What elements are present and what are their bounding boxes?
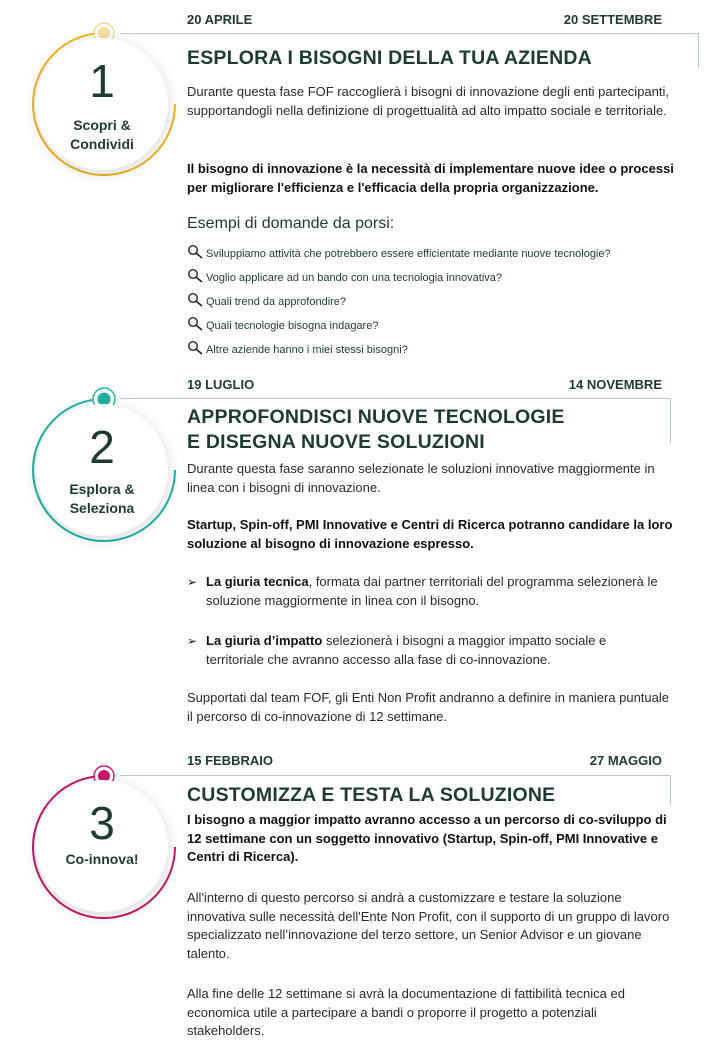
jury-item [187, 573, 667, 610]
example-item [187, 340, 408, 356]
section-closing: Supportati dal team FOF, gli Enti Non Profit andranno a definire in maniera puntuale il percorso di co-innovazione di 12 settimane. [187, 690, 669, 724]
timeline-line [120, 398, 670, 399]
timeline-line-end [670, 775, 671, 805]
timeline-line [120, 33, 698, 34]
example-text: Voglio applicare ad un bando con una tecnologia innovativa? [206, 272, 503, 284]
section-title-line2: E DISEGNA NUOVE SOLUZIONI [187, 431, 485, 453]
example-text: Quali tecnologie bisogna indagare? [206, 320, 379, 332]
arrowhead-icon: ➢ [187, 634, 198, 648]
date-start: 20 APRILE [187, 12, 253, 27]
date-end: 27 MAGGIO [589, 753, 662, 768]
step-label-line1: Esplora & [69, 481, 135, 497]
step-number: 3 [89, 797, 115, 849]
timeline-line-end [670, 398, 671, 443]
step-label: Co-innova! [65, 851, 139, 867]
step-2-circle [36, 404, 168, 536]
step-number: 1 [89, 55, 115, 107]
timeline-line-end [698, 33, 699, 68]
innovation-definition: Il bisogno di innovazione è la necessità di implementare nuove idee o processi per migliorare l'efficienza e l'efficacia della propria organizzazione. [187, 161, 674, 195]
magnifier-icon [187, 340, 205, 356]
example-item [187, 316, 378, 332]
date-start: 15 FEBBRAIO [187, 753, 273, 768]
section-intro: Durante questa fase saranno selezionate le soluzioni innovative maggiormente in linea con i bisogni di innovazione. [187, 461, 655, 495]
jury-name: La giuria tecnica [206, 574, 309, 589]
candidates-text: Startup, Spin-off, PMI Innovative e Centri di Ricerca potranno candidare la loro soluzione al bisogno di innovazione espresso. [187, 517, 673, 551]
magnifier-icon [187, 316, 205, 332]
section-title: CUSTOMIZZA E TESTA LA SOLUZIONE [187, 784, 556, 806]
section-paragraph-3: Alla fine delle 12 settimane si avrà la documentazione di fattibilità tecnica ed economica utile a partecipare a bandi o proporre il progetto a potenziali stakeholders. [187, 986, 625, 1038]
step-label-line1: Scopri & [73, 117, 131, 133]
section-intro: Durante questa fase FOF raccoglierà i bisogni di innovazione degli enti partecipanti, supportandogli nella definizione di progettualità ad alto impatto sociale e territoriale. [187, 84, 669, 118]
section-title-line1: APPROFONDISCI NUOVE TECNOLOGIE [187, 406, 565, 428]
example-item [187, 268, 502, 284]
section-intro: I bisogno a maggior impatto avranno accesso a un percorso di co-sviluppo di 12 settimane con un soggetto innovativo (Startup, Spin-off, PMI Innovative e Centri di Ricerca). [187, 812, 667, 864]
examples-title: Esempi di domande da porsi: [187, 215, 395, 232]
jury-item [187, 632, 667, 669]
magnifier-icon [187, 292, 205, 308]
timeline-line [120, 775, 670, 776]
jury-description: , formata dai partner territoriali del programma selezionerà le soluzione maggiormente in linea con il bisogno. [206, 574, 658, 608]
step-1-circle [36, 38, 168, 170]
example-item [187, 244, 611, 260]
jury-description: selezionerà i bisogni a maggior impatto sociale e territoriale che avranno accesso alla fase di co-innovazione. [206, 633, 607, 667]
magnifier-icon [187, 268, 205, 284]
section-paragraph-2: All'interno di questo percorso si andrà a customizzare e testare la soluzione innovativa sulle necessità dell'Ente Non Profit, con il supporto di un gruppo di lavoro specializzato nell’innovazione del terzo settore, un Senior Advisor e un giovane talento. [187, 890, 670, 961]
step-label-line2: Seleziona [69, 500, 135, 516]
arrowhead-icon: ➢ [187, 575, 198, 589]
example-item [187, 292, 346, 308]
example-text: Quali trend da approfondire? [206, 296, 347, 308]
date-end: 20 SETTEMBRE [563, 12, 662, 27]
date-end: 14 NOVEMBRE [568, 377, 662, 392]
magnifier-icon [187, 244, 205, 260]
example-text: Sviluppiamo attività che potrebbero essere efficientate mediante nuove tecnologie? [206, 248, 611, 260]
step-number: 2 [89, 421, 115, 473]
step-3-circle [36, 780, 168, 912]
example-text: Altre aziende hanno i miei stessi bisogni? [206, 344, 408, 356]
jury-name: La giuria d’impatto [206, 633, 323, 648]
date-start: 19 LUGLIO [187, 377, 255, 392]
step-label-line2: Condividi [70, 136, 134, 152]
section-title: ESPLORA I BISOGNI DELLA TUA AZIENDA [187, 47, 592, 69]
